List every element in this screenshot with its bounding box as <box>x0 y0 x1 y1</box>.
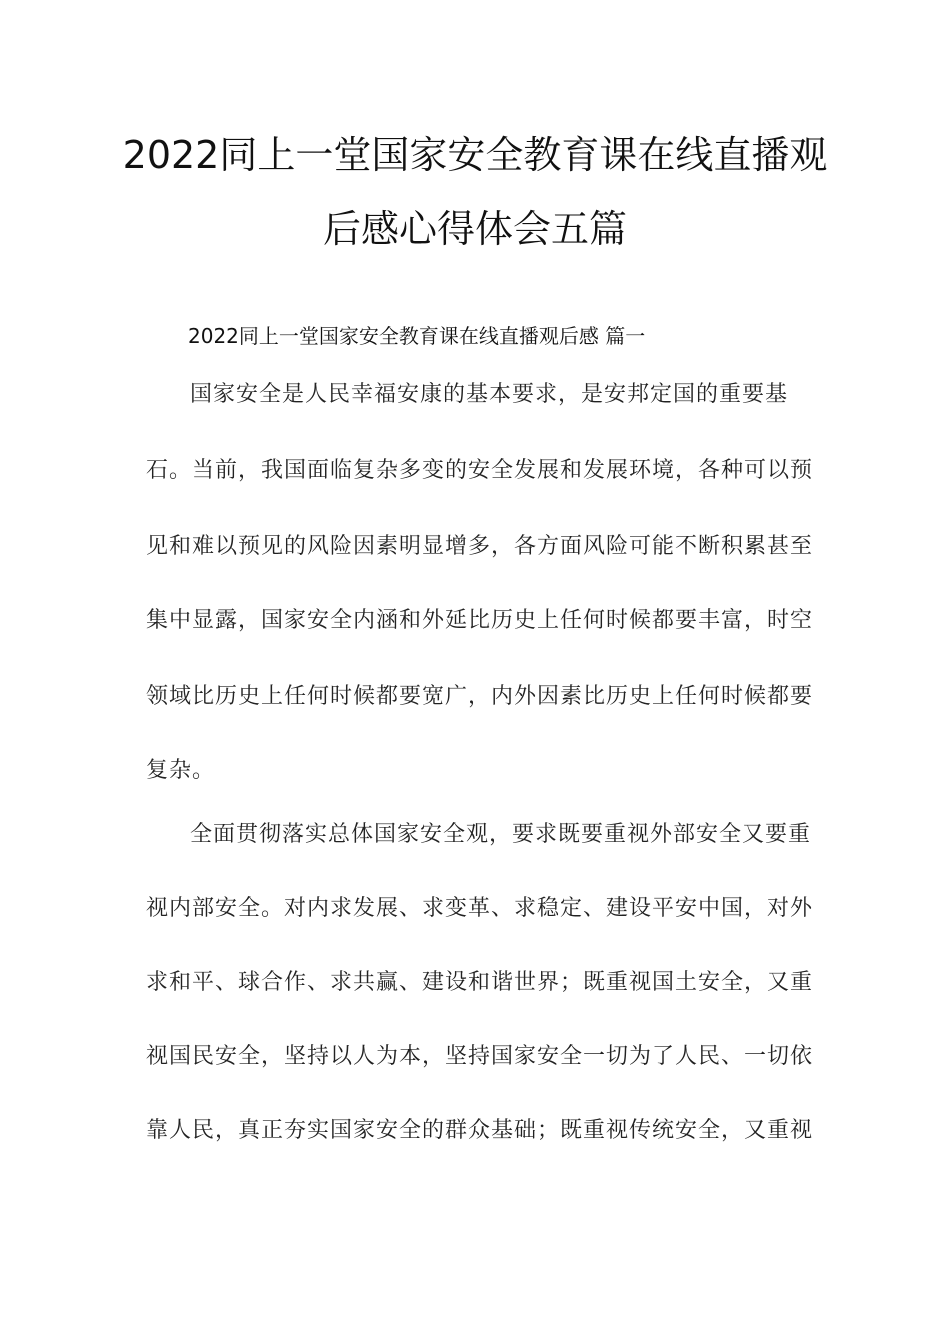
paragraph-line: 领域比历史上任何时候都要宽广，内外因素比历史上任何时候都要 <box>146 684 814 709</box>
section-heading: 2022同上一堂国家安全教育课在线直播观后感 篇一 <box>188 324 646 348</box>
paragraph-line: 石。当前，我国面临复杂多变的安全发展和发展环境，各种可以预 <box>146 458 814 483</box>
paragraph-line: 全面贯彻落实总体国家安全观，要求既要重视外部安全又要重 <box>190 822 812 847</box>
paragraph-line: 国家安全是人民幸福安康的基本要求，是安邦定国的重要基 <box>190 382 789 407</box>
paragraph-line: 求和平、球合作、求共赢、建设和谐世界；既重视国土安全，又重 <box>146 970 814 995</box>
paragraph-line: 集中显露，国家安全内涵和外延比历史上任何时候都要丰富，时空 <box>146 608 814 633</box>
document-title-line-1: 2022同上一堂国家安全教育课在线直播观 <box>122 133 828 177</box>
paragraph-line: 视内部安全。对内求发展、求变革、求稳定、建设平安中国，对外 <box>146 896 814 921</box>
paragraph-line: 靠人民，真正夯实国家安全的群众基础；既重视传统安全，又重视 <box>146 1118 814 1143</box>
paragraph-line: 视国民安全，坚持以人为本，坚持国家安全一切为了人民、一切依 <box>146 1044 814 1069</box>
paragraph-line: 复杂。 <box>146 758 216 783</box>
document-title-line-2: 后感心得体会五篇 <box>322 207 627 251</box>
paragraph-line: 见和难以预见的风险因素明显增多，各方面风险可能不断积累甚至 <box>146 534 814 559</box>
